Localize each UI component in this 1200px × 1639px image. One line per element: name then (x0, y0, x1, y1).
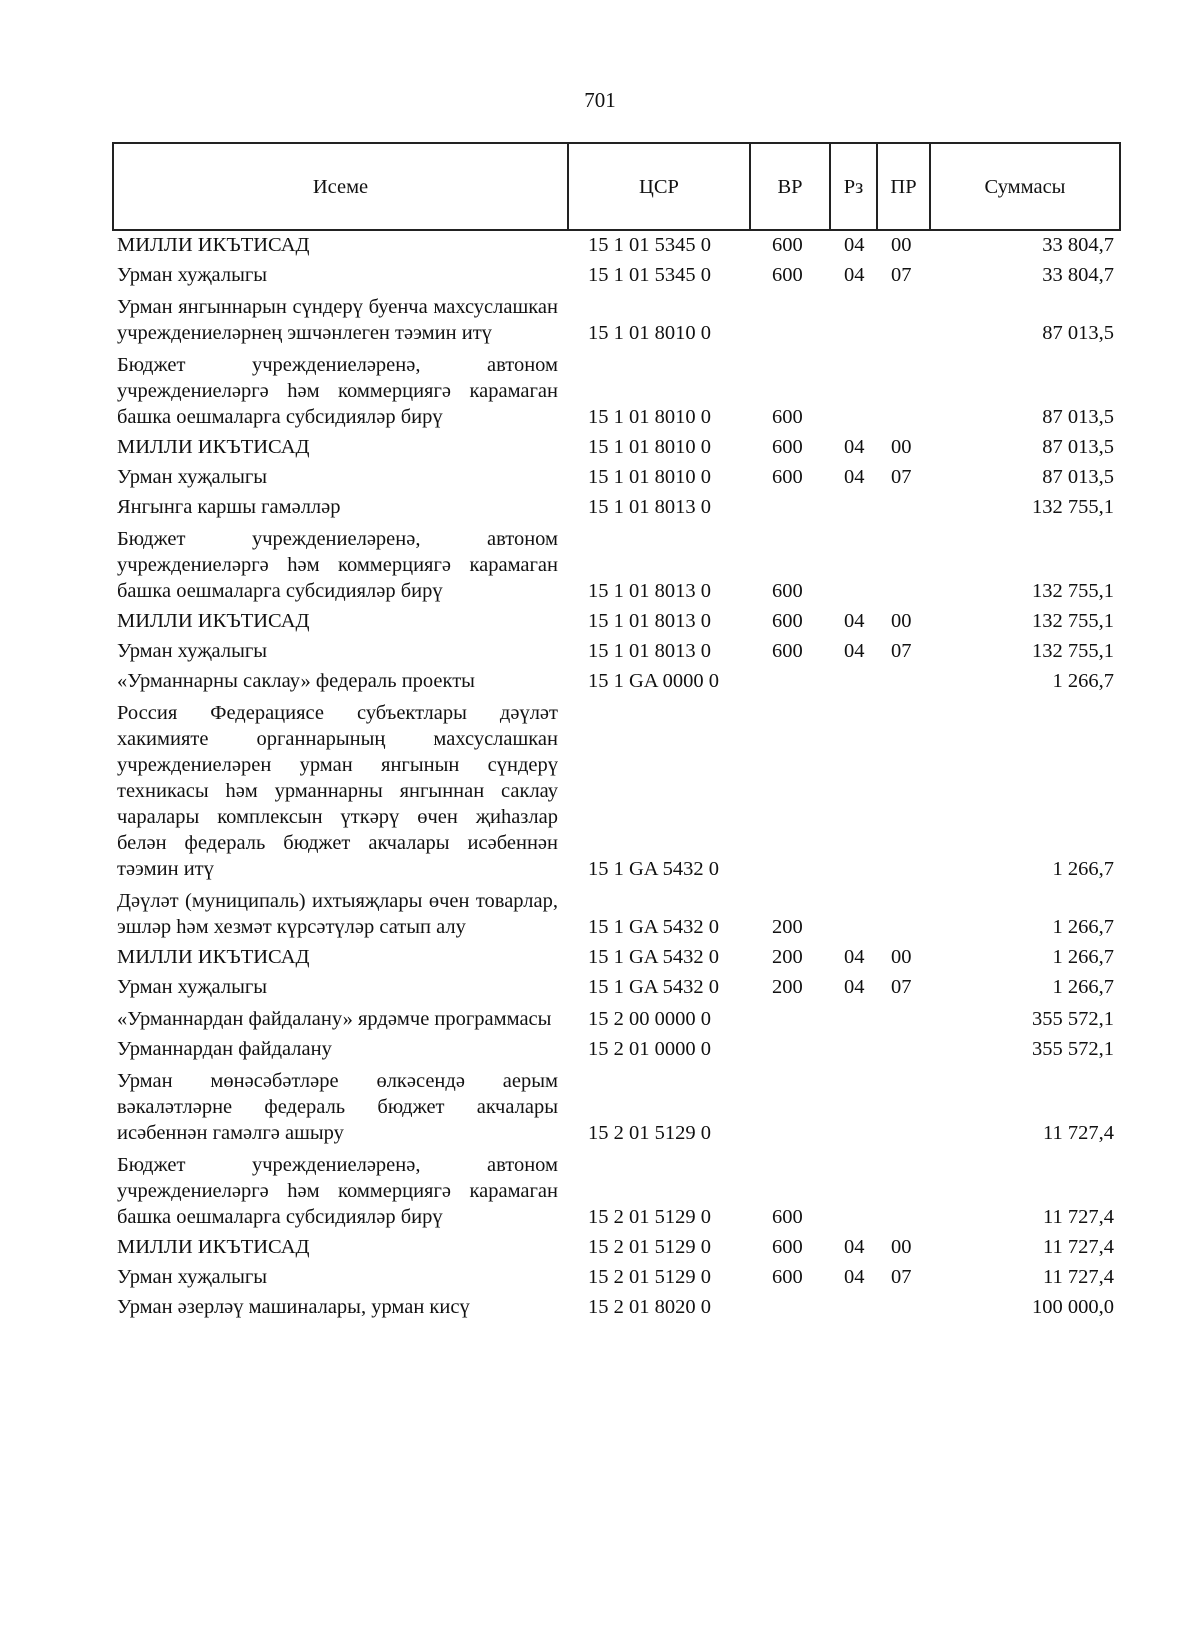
table-row (113, 972, 1120, 1002)
cell-pr (877, 1292, 930, 1322)
cell-sum: 33 804,7 (1042, 264, 1114, 286)
header-sum: Суммасы (930, 143, 1120, 230)
cell-csr: 15 1 GA 5432 0 (588, 976, 719, 998)
cell-csr: 15 2 01 5129 0 (588, 1122, 711, 1144)
cell-rz (830, 1064, 877, 1148)
cell-vr (750, 696, 830, 884)
cell-sum: 1 266,7 (1052, 946, 1114, 968)
cell-name: «Урманнардан файдалану» ярдәмче программасы (117, 1008, 552, 1030)
cell-pr: 00 (891, 1236, 912, 1258)
cell-csr: 15 2 01 5129 0 (588, 1266, 711, 1288)
cell-sum: 132 755,1 (1032, 610, 1114, 632)
page-number: 701 (584, 88, 616, 112)
table-row (113, 1262, 1120, 1292)
cell-rz (830, 290, 877, 348)
cell-rz (830, 1034, 877, 1064)
header-vr: ВР (750, 143, 830, 230)
cell-csr: 15 1 01 8013 0 (588, 496, 711, 518)
cell-pr (877, 522, 930, 606)
table-row (113, 696, 1120, 884)
cell-csr: 15 2 01 5129 0 (588, 1206, 711, 1228)
cell-csr: 15 1 01 8010 0 (588, 466, 711, 488)
cell-name: Урман хуҗалыгы (117, 264, 268, 286)
cell-sum: 11 727,4 (1043, 1266, 1114, 1288)
cell-csr: 15 1 GA 5432 0 (588, 858, 719, 880)
table-row (113, 432, 1120, 462)
cell-rz (830, 666, 877, 696)
table-row (113, 1064, 1120, 1148)
cell-name: МИЛЛИ ИКЪТИСАД (117, 946, 310, 968)
cell-vr: 600 (772, 1206, 803, 1228)
header-pr: ПР (877, 143, 930, 230)
header-rz: Рз (830, 143, 877, 230)
cell-name: Урман әзерләү машиналары, урман кисү (117, 1296, 470, 1318)
cell-sum: 11 727,4 (1043, 1206, 1114, 1228)
cell-pr: 00 (891, 436, 912, 458)
cell-pr: 07 (891, 264, 912, 286)
cell-rz: 04 (844, 946, 865, 968)
cell-csr: 15 2 01 0000 0 (588, 1038, 711, 1060)
cell-vr (750, 1002, 830, 1034)
cell-csr: 15 1 01 8010 0 (588, 436, 711, 458)
cell-sum: 87 013,5 (1042, 322, 1114, 344)
cell-name: Урман хуҗалыгы (117, 1266, 268, 1288)
cell-pr (877, 884, 930, 942)
cell-vr: 600 (772, 436, 803, 458)
table-row (113, 1232, 1120, 1262)
cell-vr (750, 666, 830, 696)
table-header (113, 143, 1120, 230)
cell-rz: 04 (844, 640, 865, 662)
cell-pr: 07 (891, 976, 912, 998)
cell-sum: 132 755,1 (1032, 640, 1114, 662)
cell-csr: 15 1 GA 5432 0 (588, 946, 719, 968)
table-row (113, 348, 1120, 432)
cell-sum: 11 727,4 (1043, 1122, 1114, 1144)
cell-vr: 600 (772, 1266, 803, 1288)
table-row (113, 230, 1120, 260)
cell-rz: 04 (844, 1266, 865, 1288)
cell-csr: 15 1 01 8013 0 (588, 580, 711, 602)
table-row (113, 606, 1120, 636)
cell-vr: 600 (772, 234, 803, 256)
cell-name: МИЛЛИ ИКЪТИСАД (117, 436, 310, 458)
cell-rz: 04 (844, 466, 865, 488)
cell-sum: 355 572,1 (1032, 1038, 1114, 1060)
cell-csr: 15 1 GA 0000 0 (588, 670, 719, 692)
cell-pr (877, 696, 930, 884)
table-row (113, 884, 1120, 942)
header-csr: ЦСР (568, 143, 750, 230)
cell-pr (877, 348, 930, 432)
cell-sum: 1 266,7 (1052, 976, 1114, 998)
table-row (113, 636, 1120, 666)
cell-pr (877, 1148, 930, 1232)
cell-vr: 600 (772, 610, 803, 632)
cell-name: «Урманнарны саклау» федераль проекты (117, 670, 475, 692)
cell-name: Бюджет учреждениеләренә, автоном учреждениеләргә һәм коммерциягә карамаган башка оешмаларга субсидияләр бирү (117, 354, 558, 428)
cell-pr: 07 (891, 466, 912, 488)
cell-name: МИЛЛИ ИКЪТИСАД (117, 234, 310, 256)
cell-vr (750, 1292, 830, 1322)
table-row (113, 1002, 1120, 1034)
cell-csr: 15 1 01 5345 0 (588, 234, 711, 256)
cell-vr: 200 (772, 976, 803, 998)
cell-rz (830, 522, 877, 606)
cell-vr: 600 (772, 264, 803, 286)
cell-csr: 15 2 00 0000 0 (588, 1008, 711, 1030)
cell-rz: 04 (844, 436, 865, 458)
cell-rz: 04 (844, 1236, 865, 1258)
cell-vr: 200 (772, 946, 803, 968)
budget-table (112, 142, 1121, 1322)
cell-pr: 00 (891, 946, 912, 968)
table-row (113, 1034, 1120, 1064)
cell-name: Урман хуҗалыгы (117, 640, 268, 662)
cell-csr: 15 1 GA 5432 0 (588, 916, 719, 938)
cell-csr: 15 1 01 8013 0 (588, 640, 711, 662)
cell-rz: 04 (844, 976, 865, 998)
cell-vr (750, 1034, 830, 1064)
cell-name: Бюджет учреждениеләренә, автоном учреждениеләргә һәм коммерциягә карамаган башка оешмаларга субсидияләр бирү (117, 528, 558, 602)
cell-sum: 87 013,5 (1042, 466, 1114, 488)
cell-name: МИЛЛИ ИКЪТИСАД (117, 1236, 310, 1258)
cell-sum: 1 266,7 (1052, 670, 1114, 692)
cell-pr (877, 1002, 930, 1034)
cell-rz: 04 (844, 264, 865, 286)
cell-vr: 600 (772, 466, 803, 488)
cell-name: Янгынга каршы гамәлләр (117, 496, 341, 518)
cell-vr: 600 (772, 580, 803, 602)
cell-pr (877, 492, 930, 522)
table-row (113, 1292, 1120, 1322)
cell-pr (877, 1034, 930, 1064)
cell-rz: 04 (844, 610, 865, 632)
cell-rz (830, 1148, 877, 1232)
cell-sum: 33 804,7 (1042, 234, 1114, 256)
cell-sum: 132 755,1 (1032, 496, 1114, 518)
cell-rz: 04 (844, 234, 865, 256)
cell-sum: 87 013,5 (1042, 406, 1114, 428)
cell-sum: 100 000,0 (1032, 1296, 1114, 1318)
cell-sum: 132 755,1 (1032, 580, 1114, 602)
table-row (113, 290, 1120, 348)
table-row (113, 492, 1120, 522)
cell-sum: 355 572,1 (1032, 1008, 1114, 1030)
cell-vr: 600 (772, 1236, 803, 1258)
cell-sum: 1 266,7 (1052, 916, 1114, 938)
cell-sum: 87 013,5 (1042, 436, 1114, 458)
cell-rz (830, 1002, 877, 1034)
cell-name: Дәүләт (муниципаль) ихтыяҗлары өчен товарлар, эшләр һәм хезмәт күрсәтүләр сатып алу (117, 890, 558, 938)
table-row (113, 260, 1120, 290)
cell-vr (750, 1064, 830, 1148)
cell-csr: 15 1 01 8010 0 (588, 322, 711, 344)
cell-pr: 00 (891, 234, 912, 256)
table-row (113, 522, 1120, 606)
cell-pr: 07 (891, 640, 912, 662)
cell-sum: 11 727,4 (1043, 1236, 1114, 1258)
cell-vr (750, 290, 830, 348)
table-body (113, 230, 1120, 1322)
cell-name: Урман хуҗалыгы (117, 976, 268, 998)
cell-csr: 15 2 01 5129 0 (588, 1236, 711, 1258)
cell-name: Урман янгыннарын сүндерү буенча махсуслашкан учреждениеләрнең эшчәнлеген тәэмин итү (117, 296, 558, 344)
cell-name: МИЛЛИ ИКЪТИСАД (117, 610, 310, 632)
cell-vr: 600 (772, 406, 803, 428)
cell-name: Урман мөнәсәбәтләре өлкәсендә аерым вәкаләтләрне федераль бюджет акчалары исәбеннән гамәлгә ашыру (117, 1070, 558, 1144)
table-row (113, 1148, 1120, 1232)
cell-csr: 15 1 01 8010 0 (588, 406, 711, 428)
cell-pr (877, 1064, 930, 1148)
cell-rz (830, 492, 877, 522)
cell-csr: 15 1 01 8013 0 (588, 610, 711, 632)
cell-csr: 15 1 01 5345 0 (588, 264, 711, 286)
cell-pr (877, 666, 930, 696)
table-row (113, 462, 1120, 492)
table-row (113, 942, 1120, 972)
table-row (113, 666, 1120, 696)
cell-rz (830, 348, 877, 432)
cell-name: Урманнардан файдалану (117, 1038, 332, 1060)
cell-rz (830, 1292, 877, 1322)
cell-vr: 600 (772, 640, 803, 662)
cell-rz (830, 696, 877, 884)
cell-rz (830, 884, 877, 942)
cell-pr (877, 290, 930, 348)
cell-vr: 200 (772, 916, 803, 938)
cell-name: Россия Федерациясе субъектлары дәүләт хакимияте органнарының махсуслашкан учреждениеләрен урман янгынын сүндерү техникасы һәм урманнарны янгыннан саклау чаралары комплексын үткәрү өчен җиһазлар белән федераль бюджет акчалары исәбеннән тәэмин итү (117, 702, 558, 880)
header-name: Исеме (113, 143, 568, 230)
cell-pr: 07 (891, 1266, 912, 1288)
cell-csr: 15 2 01 8020 0 (588, 1296, 711, 1318)
cell-sum: 1 266,7 (1052, 858, 1114, 880)
cell-name: Урман хуҗалыгы (117, 466, 268, 488)
cell-name: Бюджет учреждениеләренә, автоном учреждениеләргә һәм коммерциягә карамаган башка оешмаларга субсидияләр бирү (117, 1154, 558, 1228)
cell-pr: 00 (891, 610, 912, 632)
cell-vr (750, 492, 830, 522)
